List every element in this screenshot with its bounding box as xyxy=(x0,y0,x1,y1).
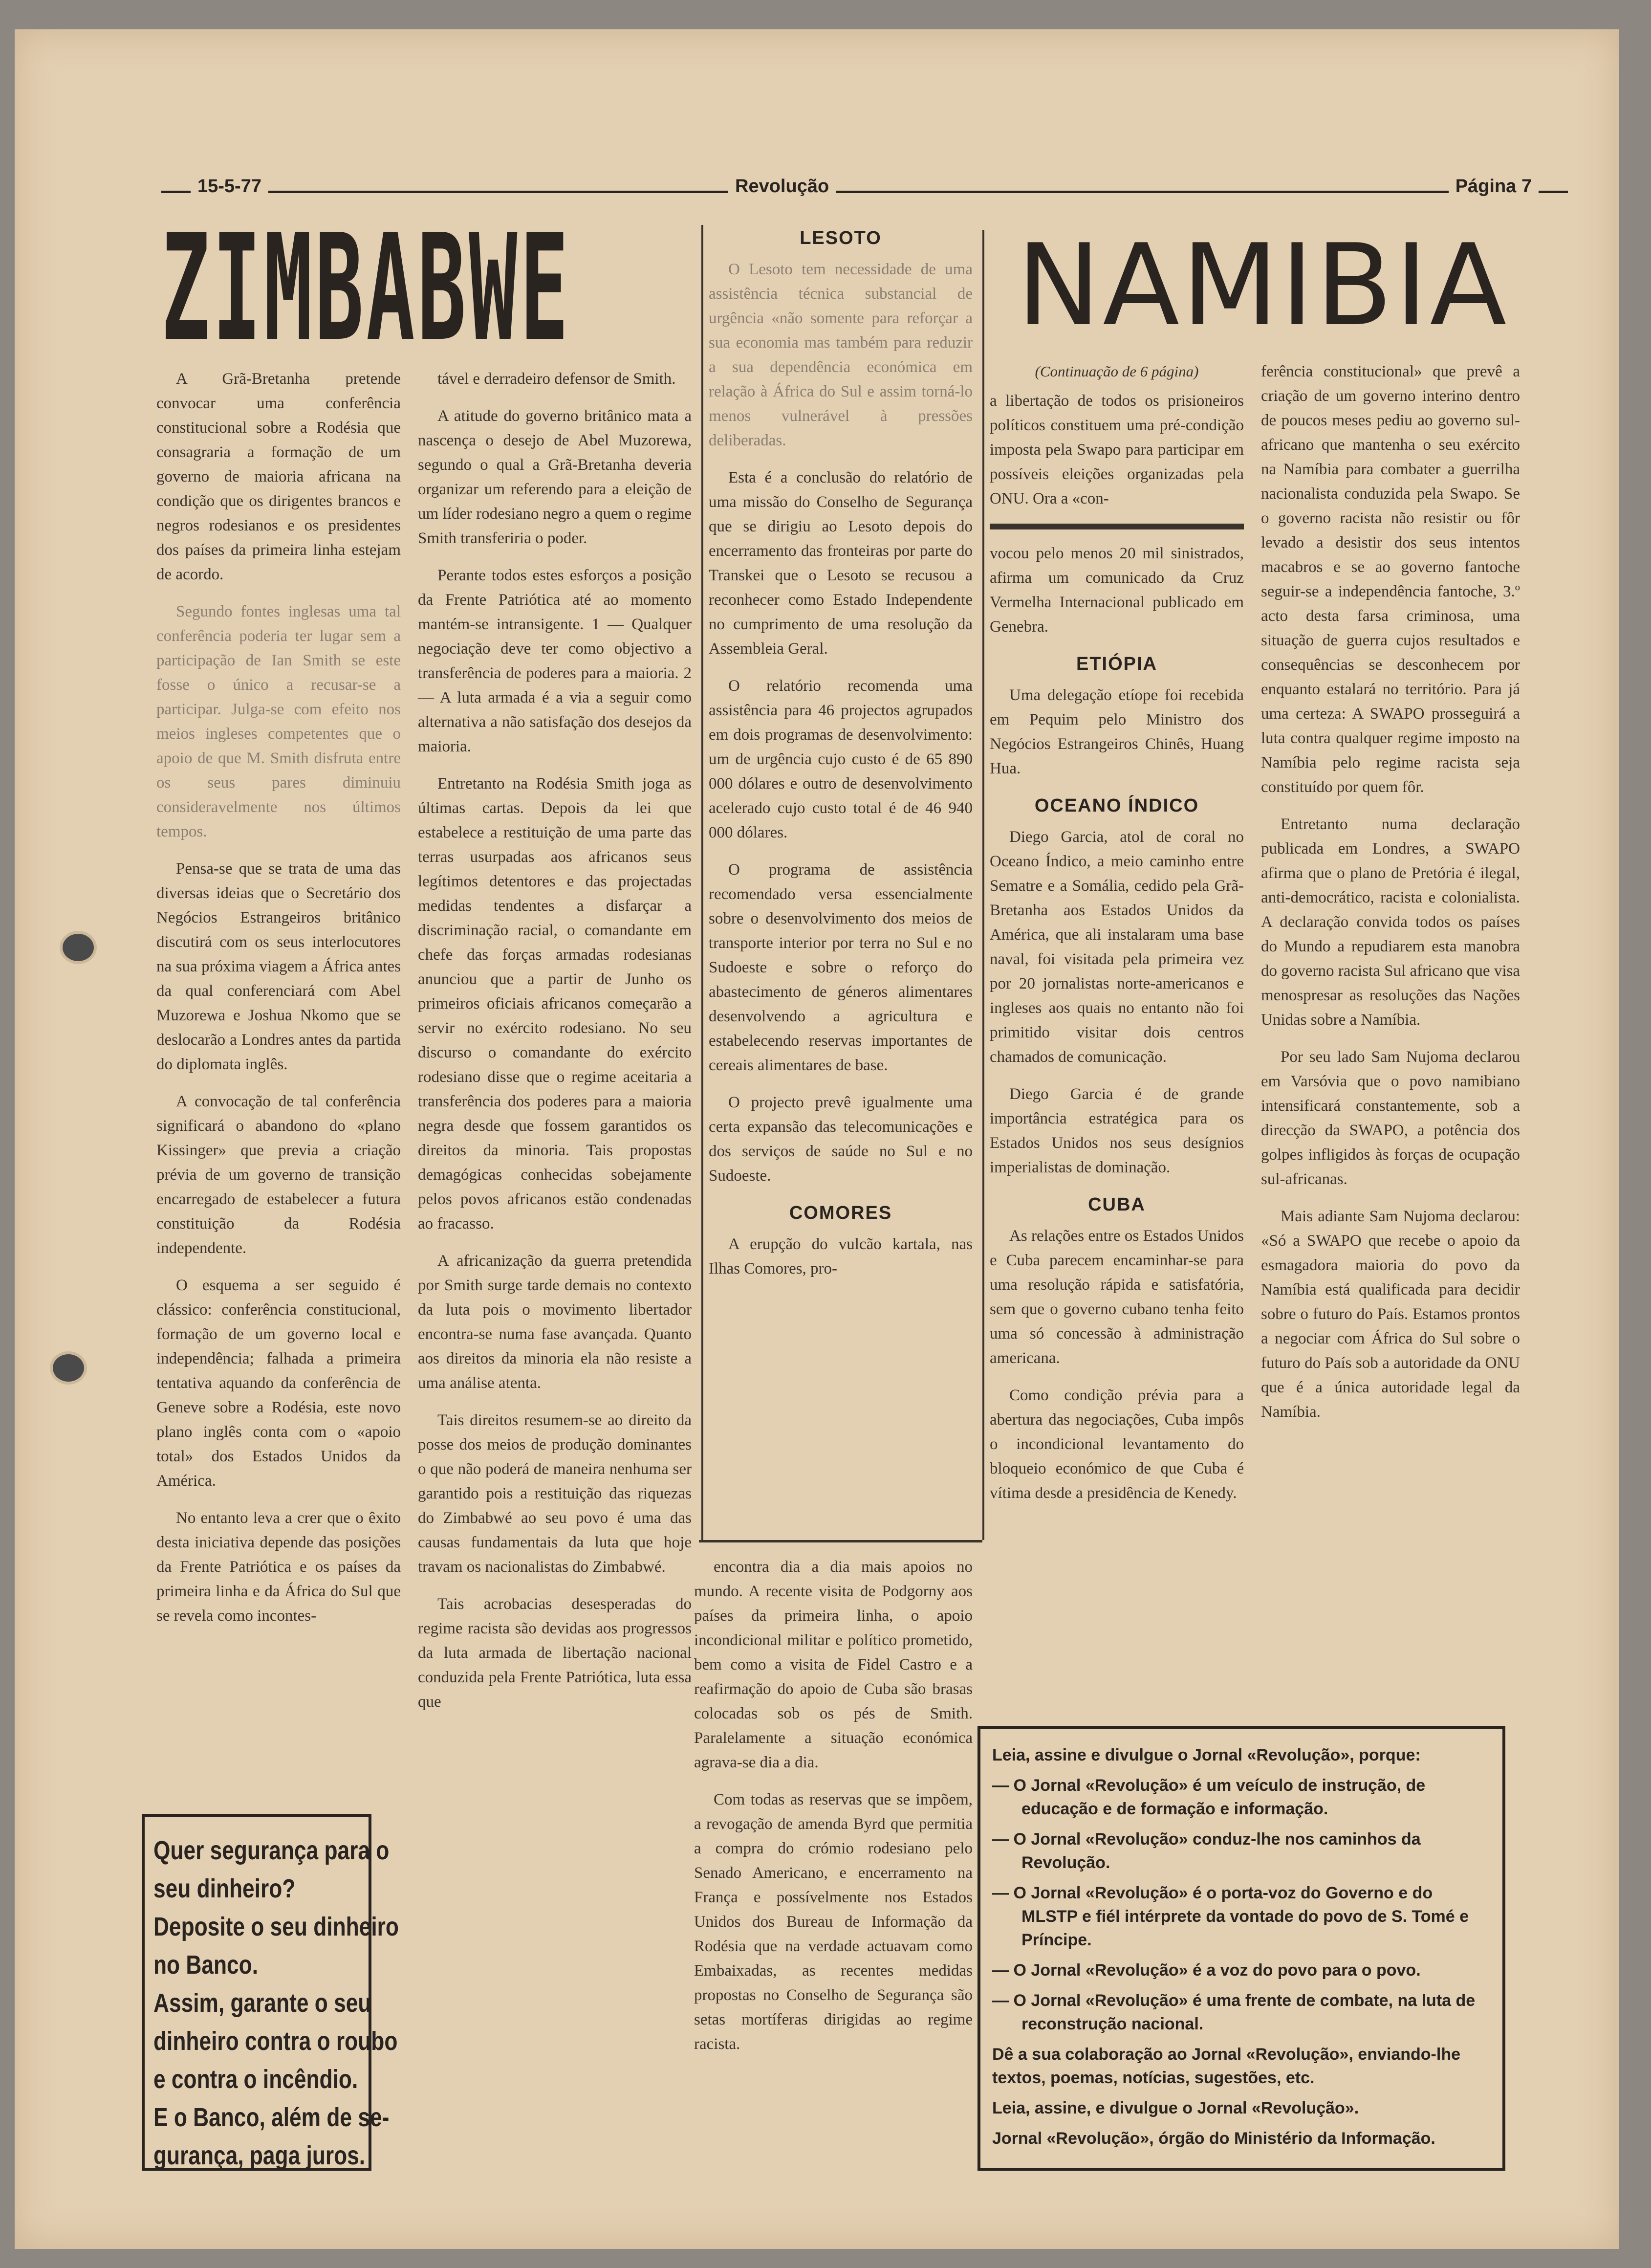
column-rule xyxy=(701,225,703,1540)
paragraph: O Lesoto tem necessidade de uma assistência técnica substancial de urgência «não somente para reforçar a sua economia mas também para reduzir a sua dependência económica em relação à África do Sul e assim torná-lo menos vulnerável à pressões deliberadas. xyxy=(709,261,973,449)
namibia-headline: NAMIBIA xyxy=(1017,220,1509,351)
paragraph: vocou pelo menos 20 mil sinistrados, afirma um comunicado da Cruz Vermelha Internacional publicado em Genebra. xyxy=(990,545,1244,636)
ad-footer: Jornal «Revolução», órgão do Ministério da Informação. xyxy=(992,2129,1435,2148)
ad-line: Quer segurança para o xyxy=(153,1836,390,1865)
paragraph: Segundo fontes inglesas uma tal conferência poderia ter lugar sem a participação de Ian Smith se este fosse o único a recusar-se a participar. Julga-se com efeito nos meios ingleses competentes que o apoio de que M. Smith disfruta entre os seus pares diminuiu consideravelmente nos últimos tempos. xyxy=(156,603,401,840)
ad-line: gurança, paga juros. xyxy=(153,2141,366,2170)
ad-line: no Banco. xyxy=(153,1950,259,1980)
paragraph: tável e derradeiro defensor de Smith. xyxy=(437,370,676,388)
paragraph: A atitude do governo britânico mata a nascença o desejo de Abel Muzorewa, segundo o qual a Grã-Bretanha deveria organizar um referendo para a eleição de um líder rodesiano negro a quem o regime Smith transferiria o poder. xyxy=(418,407,692,547)
ad-line: e contra o incêndio. xyxy=(153,2065,358,2094)
paragraph: ferência constitucional» que prevê a criação de um governo interino dentro de poucos meses pediu ao governo sul-africano que mantenha o seu exército na Namíbia para combater a guerrilha nacionalista conduzida pela Swapo. Se o governo racista não resistir ou fôr levado a desistir dos seus intentos macabros e se ao governo fantoche seguir-se a independência fantoche, 3.º acto desta farsa criminosa, uma situação de guerra cujos resultados e consequências se desconhecem por enquanto estalará no território. Para já uma certeza: A SWAPO prosseguirá a luta contra qualquer regime imposto na Namíbia pelo regime racista seja constituído por quem fôr. xyxy=(1261,363,1520,796)
paragraph: Como condição prévia para a abertura das negociações, Cuba impôs o incondicional levantamento do bloqueio económico de que Cuba é vítima desde a presidência de Kenedy. xyxy=(990,1387,1244,1502)
paragraph: Diego Garcia, atol de coral no Oceano Índico, a meio caminho entre Sematre e a Somália, cedido pela Grã-Bretanha aos Estados Unidos da América, que ali instalaram uma base naval, foi visitada pela primeira vez por 20 jornalistas norte-americanos e ingleses aos quais no entanto não foi primitido visitar dois centros chamados de comunicação. xyxy=(990,828,1244,1066)
paragraph: O relatório recomenda uma assistência para 46 projectos agrupados em dois programas de desenvolvimento: um de urgência cujo custo é de 65 890 000 dólares e outro de desenvolvimento acelerado cujo custo total é de 46 940 000 dólares. xyxy=(709,677,973,841)
comores-heading: COMORES xyxy=(789,1203,892,1223)
paragraph: A erupção do vulcão kartala, nas Ilhas Comores, pro- xyxy=(709,1235,973,1277)
header-rule xyxy=(161,191,1568,193)
zimbabwe-col-1 xyxy=(156,367,401,1641)
page-number: Página 7 xyxy=(1449,176,1539,197)
ad-item: — O Jornal «Revolução» conduz-lhe nos caminhos da Revolução. xyxy=(992,1830,1421,1872)
paragraph: a libertação de todos os prisioneiros políticos constituem uma pré-condição imposta pela Swapo para participar em possíveis eleições organizadas pela ONU. Ora a «con- xyxy=(990,392,1244,507)
paragraph: Uma delegação etíope foi recebida em Pequim pelo Ministro dos Negócios Estrangeiros Chinês, Huang Hua. xyxy=(990,686,1244,777)
newspaper-name: Revolução xyxy=(728,176,836,197)
ad-appeal: Dê a sua colaboração ao Jornal «Revolução», enviando-lhe textos, poemas, notícias, sugestões, etc. xyxy=(992,2045,1460,2087)
ad-item: — O Jornal «Revolução» é uma frente de combate, na luta de reconstrução nacional. xyxy=(992,1991,1476,2033)
paragraph: A Grã-Bretanha pretende convocar uma conferência constitucional sobre a Rodésia que consagraria a formação de um governo de maioria africana na condição que os dirigentes brancos e negros rodesianos e os presidentes dos países da primeira linha estejam de acordo. xyxy=(156,370,401,583)
paragraph: Tais direitos resumem-se ao direito da posse dos meios de produção dominantes o que não poderá de maneira nenhuma ser garantido pois a restituição das riquezas do Zimbabwé ao seu povo é uma das causas fundamentais da luta que hoje travam os nacionalistas do Zimbabwé. xyxy=(418,1411,692,1576)
zimbabwe-continued-col xyxy=(694,1555,973,2069)
column-rule xyxy=(982,230,984,1540)
paragraph: encontra dia a dia mais apoios no mundo. A recente visita de Podgorny aos países da primeira linha, o apoio incondicional militar e político prometido, bem como a visita de Fidel Castro e a reafirmação do apoio de Cuba são brasas colocadas sob os pés de Smith. Paralelamente a situação económica agrava-se dia a dia. xyxy=(694,1558,973,1771)
paragraph: Diego Garcia é de grande importância estratégica para os Estados Unidos nos seus desígnios imperialistas de dominação. xyxy=(990,1085,1244,1176)
zimbabwe-col-2 xyxy=(418,367,692,1727)
paragraph: A convocação de tal conferência significará o abandono do «plano Kissinger» que previa a criação prévia de um governo de transição encarregado de estabelecer a futura constituição da Rodésia independente. xyxy=(156,1093,401,1257)
paragraph: Esta é a conclusão do relatório de uma missão do Conselho de Segurança que se dirigiu ao Lesoto depois do encerramento das fronteiras por parte do Transkei que o Lesoto se recusou a reconhecer como Estado Independente no cumprimento de uma resolução da Assembleia Geral. xyxy=(709,469,973,658)
paragraph: No entanto leva a crer que o êxito desta iniciativa depende das posições da Frente Patriótica e os países da primeira linha e da África do Sul que se revela como incontes- xyxy=(156,1509,401,1625)
ad-item: — O Jornal «Revolução» é um veículo de instrução, de educação e de formação e informação. xyxy=(992,1776,1426,1818)
paragraph: As relações entre os Estados Unidos e Cuba parecem encaminhar-se para uma resolução rápida e satisfatória, sem que o governo cubano tenha feito uma só concessão à administração americana. xyxy=(990,1227,1244,1367)
section-rule xyxy=(699,1540,982,1542)
cuba-heading: CUBA xyxy=(1088,1194,1146,1215)
ad-line: Assim, garante o seu xyxy=(153,1988,371,2018)
paragraph: O projecto prevê igualmente uma certa expansão das telecomunicações e dos serviços de saúde no Sul e no Sudoeste. xyxy=(709,1094,973,1185)
ad-item: — O Jornal «Revolução» é o porta-voz do Governo e do MLSTP e fiél intérprete da vontade do povo de S. Tomé e Príncipe. xyxy=(992,1884,1469,1949)
paragraph: Por seu lado Sam Nujoma declarou em Varsóvia que o povo namibiano intensificará constantemente, sob a direcção da SWAPO, a potência dos golpes infligidos às forças de ocupação sul-africanas. xyxy=(1261,1048,1520,1188)
etiopia-heading: ETIÓPIA xyxy=(1076,654,1158,674)
news-col-3-top xyxy=(709,220,973,1294)
paragraph: A africanização da guerra pretendida por Smith surge tarde demais no contexto da luta pois o movimento libertador encontra-se numa fase avançada. Quanto aos direitos da minoria ela não resiste a uma análise atenta. xyxy=(418,1252,692,1392)
section-rule xyxy=(990,524,1244,529)
paragraph: Pensa-se que se trata de uma das diversas ideias que o Secretário dos Negócios Estrangeiros britânico discutirá com os seus interlocutores na sua próxima viagem a África antes da qual conferenciará com Abel Muzorewa e Joshua Nkomo que se deslocarão a Londres antes da partida do diplomata inglês. xyxy=(156,860,401,1073)
bank-advertisement xyxy=(142,1814,399,2171)
paragraph: Perante todos estes esforços a posição da Frente Patriótica até ao momento mantém-se intransigente. 1 — Qualquer negociação deve ter como objectivo a transferência de poderes para a maioria. 2 — A luta armada é a via a seguir como alternativa a não satisfação dos desejos da maioria. xyxy=(418,567,692,755)
paragraph: Tais acrobacias desesperadas do regime racista são devidas aos progressos da luta armada de libertação nacional conduzida pela Frente Patriótica, luta essa que xyxy=(418,1595,692,1711)
paragraph: Com todas as reservas que se impõem, a revogação de amenda Byrd que permitia a compra do crómio rodesiano pelo Senado Americano, e encerramento na França e possívelmente nos Estados Unidos dos Bureau de Informação da Rodésia que na verdade actuavam como Embaixadas, as recentes medidas propostas no Conselho de Segurança são setas mortíferas dirigidas ao regime racista. xyxy=(694,1791,973,2053)
oceano-indico-heading: OCEANO ÍNDICO xyxy=(1034,795,1199,816)
issue-date: 15-5-77 xyxy=(191,176,268,197)
paragraph: O programa de assistência recomendado versa essencialmente sobre o desenvolvimento dos meios de transporte interior por terra no Sul e no Sudoeste e sobre o reforço do abastecimento de géneros alimentares desenvolvendo a agricultura e estabelecendo reservas importantes de cereais alimentares de base. xyxy=(709,861,973,1074)
paragraph: Mais adiante Sam Nujoma declarou: «Só a SWAPO que recebe o apoio da esmagadora maioria do povo da Namíbia está qualificada para decidir sobre o futuro do País. Estamos prontos a negociar com África do Sul sobre o futuro do País sob a autoridade da ONU que é a única autoridade legal da Namíbia. xyxy=(1261,1208,1520,1421)
news-col-4 xyxy=(990,359,1244,1518)
punch-hole xyxy=(63,934,94,961)
punch-hole xyxy=(53,1354,84,1382)
ad-item: — O Jornal «Revolução» é a voz do povo para o povo. xyxy=(992,1961,1421,1980)
namibia-col-5 xyxy=(1261,359,1520,1437)
ad-line: E o Banco, além de se- xyxy=(153,2103,390,2132)
continuation-note: (Continuação de 6 página) xyxy=(1035,363,1199,380)
paragraph: Entretanto na Rodésia Smith joga as últimas cartas. Depois da lei que estabelece a restituição de uma parte das terras usurpadas aos africanos seus legítimos detentores e das projectadas medidas tendentes a disfarçar a discriminação racial, o comandante em chefe das forças armadas rodesianas anunciou que a partir de Junho os primeiros oficiais africanos começarão a servir no exército rodesiano. No seu discurso o comandante do exército rodesiano disse que o regime aceitaria a transferência dos poderes para a maioria negra desde que fossem garantidos os direitos da minoria. Tais propostas demagógicas conhecidas sobejamente pelos povos africanos estão condenadas ao fracasso. xyxy=(418,775,692,1233)
ad-line: seu dinheiro? xyxy=(153,1874,296,1903)
lesoto-heading: LESOTO xyxy=(800,228,882,248)
ad-line: dinheiro contra o roubo xyxy=(153,2026,398,2056)
journal-advertisement xyxy=(978,1726,1505,2171)
zimbabwe-headline: ZIMBABWE xyxy=(161,203,571,374)
ad-intro: Leia, assine e divulgue o Jornal «Revolução», porque: xyxy=(992,1746,1421,1764)
page-header xyxy=(161,176,1568,205)
paragraph: Entretanto numa declaração publicada em Londres, a SWAPO afirma que o plano de Pretória é ilegal, anti-democrático, racista e colonialista. A declaração convida todos os países do Mundo a repudiarem esta manobra do governo racista Sul africano que visa menospresar as resoluções das Nações Unidas sobre a Namíbia. xyxy=(1261,815,1520,1029)
ad-repeat: Leia, assine, e divulgue o Jornal «Revolução». xyxy=(992,2099,1359,2117)
paragraph: O esquema a ser seguido é clássico: conferência constitucional, formação de um governo local e independência; falhada a primeira tentativa aquando da conferência de Geneve sobre a Rodésia, este novo plano inglês conta com o «apoio total» dos Estados Unidos da América. xyxy=(156,1277,401,1490)
ad-line: Deposite o seu dinheiro xyxy=(153,1912,399,1941)
